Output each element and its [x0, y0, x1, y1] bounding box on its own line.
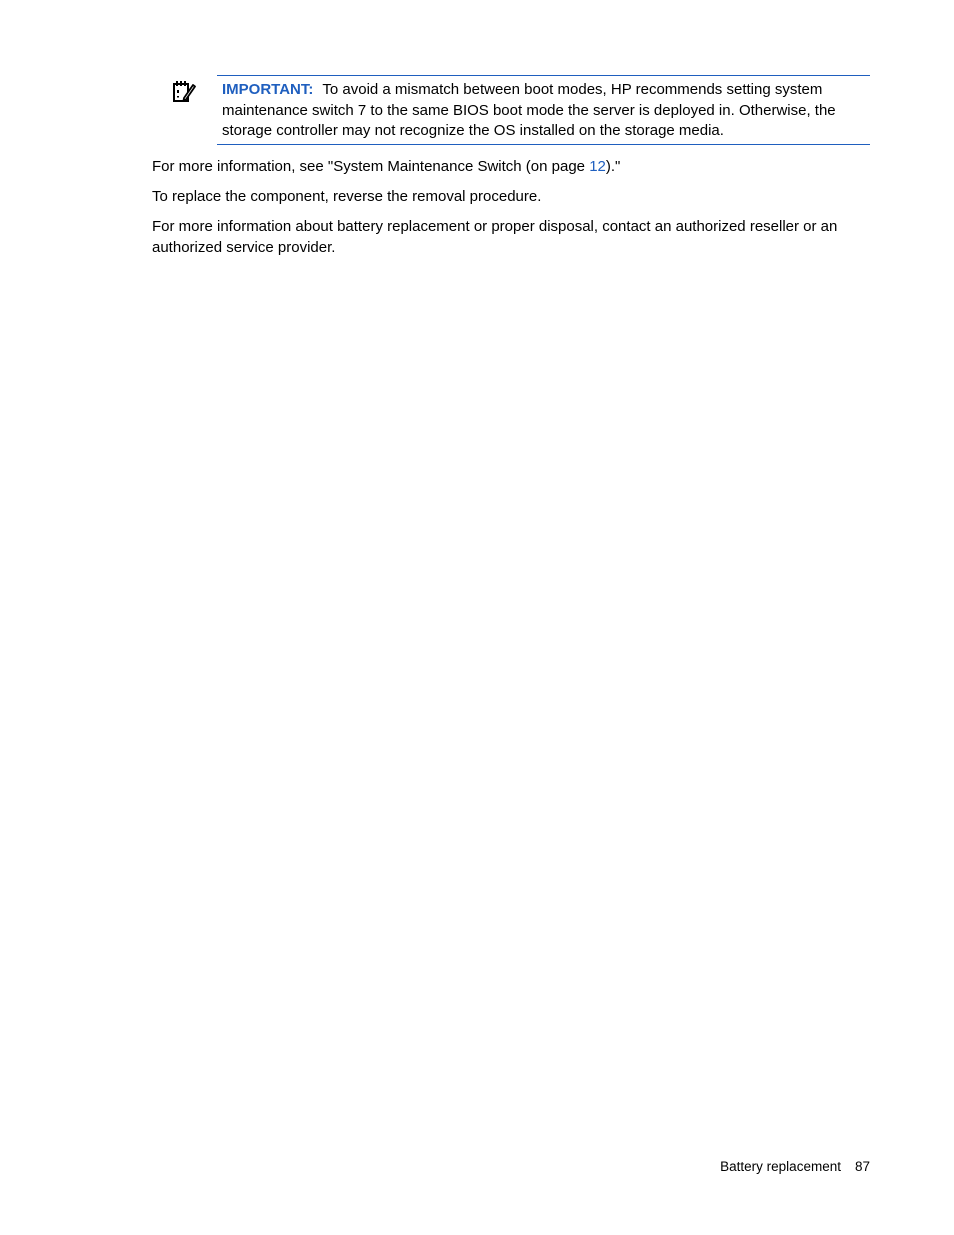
- notice-body: [222, 80, 870, 142]
- notice-label: IMPORTANT:: [222, 81, 314, 98]
- page-number: 87: [854, 1159, 870, 1174]
- paragraph-replace-component: To replace the component, reverse the removal procedure.: [152, 188, 542, 205]
- paragraph-see-maintenance-switch: [152, 156, 864, 177]
- page-link[interactable]: 12: [589, 158, 606, 175]
- paragraph-text: ).": [605, 158, 621, 175]
- page-footer: [720, 1158, 870, 1176]
- paragraph-battery-disposal: For more information about battery replacement or proper disposal, contact an authorized reseller or an authorized service provider.: [152, 218, 838, 256]
- notice-text: To avoid a mismatch between boot modes, HP recommends setting system maintenance switch 7 to the same BIOS boot mode the server is deployed in. Otherwise, the storage controller may not recognize the OS installed on the storage media.: [222, 81, 836, 139]
- paragraph-text: For more information, see "System Maintenance Switch (on page: [152, 158, 590, 175]
- important-notepad-icon: [172, 79, 196, 103]
- footer-section-title: Battery replacement: [720, 1159, 841, 1174]
- important-notice: [217, 75, 870, 145]
